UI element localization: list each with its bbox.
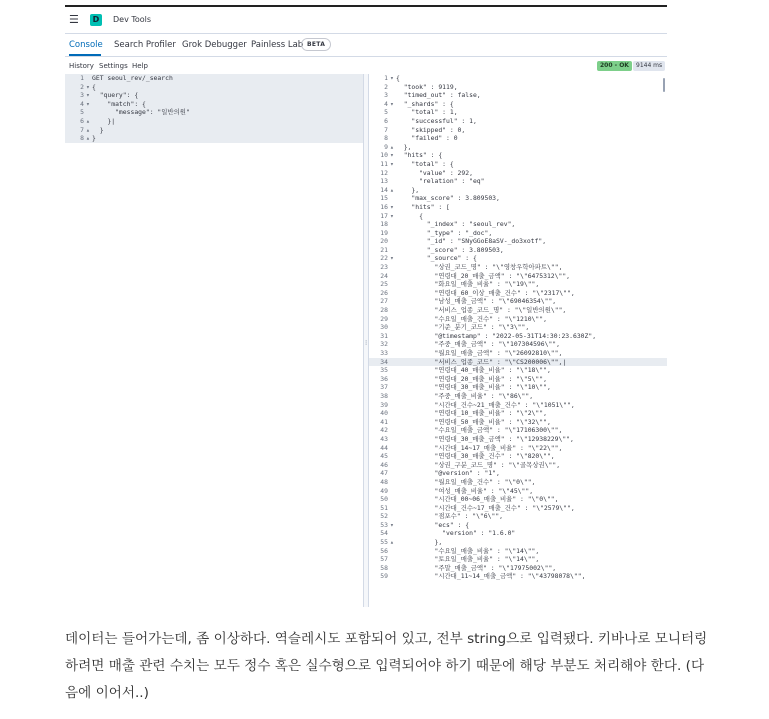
line-number: 43 — [380, 434, 388, 443]
line-number: 12 — [380, 168, 388, 177]
code-text: "여성_매출_비율" : "\"45\"", — [396, 486, 534, 495]
line-number: 19 — [380, 228, 388, 237]
line-number: 26 — [380, 288, 388, 297]
code-text: "시간대_14~17_매출_비율" : "\"22\"", — [396, 443, 563, 452]
code-text: "시간대_00~06_매출_비율" : "\"0\"", — [396, 495, 559, 504]
line-number: 8 — [384, 134, 388, 143]
line-number: 1 — [80, 74, 84, 82]
response-line — [369, 194, 667, 203]
code-text: "message": "일반의원" — [92, 108, 190, 117]
fold-icon[interactable]: ▴ — [390, 538, 394, 547]
response-line — [369, 91, 667, 100]
response-line — [369, 383, 667, 392]
fold-icon[interactable]: ▾ — [390, 159, 394, 168]
response-line — [369, 349, 667, 358]
line-number: 14 — [380, 185, 388, 194]
tab-search-profiler[interactable]: Search Profiler — [114, 40, 176, 50]
response-line — [369, 452, 667, 461]
line-number: 7 — [384, 125, 388, 134]
line-number: 41 — [380, 417, 388, 426]
response-line — [369, 323, 667, 332]
code-text: "value" : 292, — [396, 168, 473, 177]
code-text: "_index" : "seoul_rev", — [396, 220, 516, 229]
code-text: "successful" : 1, — [396, 116, 477, 125]
code-text: "query": { — [92, 91, 139, 100]
code-text: { — [396, 74, 400, 82]
code-text: "시간대_건수~21_매출_건수" : "\"1051\"", — [396, 400, 575, 409]
line-number: 6 — [80, 116, 84, 125]
response-line — [369, 529, 667, 538]
response-line — [369, 272, 667, 281]
line-number: 34 — [380, 357, 388, 366]
code-text: }, — [396, 142, 412, 151]
fold-icon[interactable]: ▴ — [86, 134, 90, 143]
code-text: } — [92, 134, 96, 143]
line-number: 22 — [380, 254, 388, 263]
code-text: "수요일_매출_건수" : "\"1210\"", — [396, 314, 547, 323]
line-number: 27 — [380, 297, 388, 306]
line-number: 57 — [380, 555, 388, 564]
code-text: "주중_매출_금액" : "\"107304596\"", — [396, 340, 561, 349]
line-number: 28 — [380, 306, 388, 315]
response-line — [369, 469, 667, 478]
response-line — [369, 512, 667, 521]
line-number: 11 — [380, 159, 388, 168]
line-number: 35 — [380, 366, 388, 375]
help-link[interactable]: Help — [132, 62, 148, 70]
line-number: 30 — [380, 323, 388, 332]
response-line — [369, 100, 667, 109]
response-line — [369, 177, 667, 186]
line-number: 9 — [384, 142, 388, 151]
request-line — [65, 134, 363, 143]
response-line — [369, 186, 667, 195]
response-line — [369, 555, 667, 564]
line-number: 45 — [380, 452, 388, 461]
resize-grip-icon: ⁞ — [365, 339, 368, 347]
response-line — [369, 297, 667, 306]
code-text: "서비스_업종_코드_명" : "\"일반의원\"", — [396, 306, 567, 315]
tab-grok-debugger[interactable]: Grok Debugger — [182, 40, 247, 50]
response-line — [369, 366, 667, 375]
code-text: "연령대_30_매출_금액" : "\"12938229\"", — [396, 434, 574, 443]
line-number: 48 — [380, 477, 388, 486]
code-text: "주말_매출_금액" : "\"17975002\"", — [396, 563, 557, 572]
response-line — [369, 74, 667, 83]
response-line — [369, 478, 667, 487]
history-link[interactable]: History — [69, 62, 94, 70]
code-text: "timed_out" : false, — [396, 91, 481, 100]
response-line — [369, 212, 667, 221]
response-line — [369, 538, 667, 547]
code-text: "연령대_50_매출_비율" : "\"32\"", — [396, 417, 551, 426]
request-line — [65, 117, 363, 126]
response-line — [369, 220, 667, 229]
header-bar — [65, 7, 667, 34]
code-text: "_score" : 3.809503, — [396, 245, 504, 254]
line-number: 4 — [80, 99, 84, 108]
request-line — [65, 83, 363, 92]
response-line — [369, 117, 667, 126]
request-editor[interactable] — [65, 74, 363, 607]
line-number: 51 — [380, 503, 388, 512]
fold-icon[interactable]: ▾ — [390, 202, 394, 211]
code-text: "토요일_매출_비율" : "\"14\"", — [396, 555, 540, 564]
code-text: }, — [396, 185, 420, 194]
response-line — [369, 160, 667, 169]
tab-bar — [65, 34, 667, 57]
code-text: "연령대_20_매출_금액" : "\"6475312\"", — [396, 271, 571, 280]
response-line — [369, 134, 667, 143]
fold-icon[interactable]: ▾ — [390, 74, 394, 82]
code-text: "total" : { — [396, 159, 454, 168]
code-text: "수요일_매출_비율" : "\"14\"", — [396, 546, 540, 555]
response-line — [369, 143, 667, 152]
line-number: 8 — [80, 134, 84, 143]
line-number: 4 — [384, 99, 388, 108]
code-text: "상권_코드_명" : "\"영창우학아파트\"", — [396, 263, 563, 272]
code-text: "주중_매출_비율" : "\"86\"", — [396, 391, 534, 400]
response-line — [369, 444, 667, 453]
fold-icon[interactable]: ▾ — [390, 211, 394, 220]
code-text: { — [92, 82, 96, 91]
response-viewer[interactable] — [369, 74, 667, 607]
code-text: "시간대_건수~17_매출_건수" : "\"2579\"", — [396, 503, 575, 512]
code-text: "_id" : "SNyGGoE8aSV-_do3xotf", — [396, 237, 547, 246]
response-line — [369, 426, 667, 435]
fold-icon[interactable]: ▾ — [390, 99, 394, 108]
code-text: { — [396, 211, 423, 220]
response-line — [369, 83, 667, 92]
settings-link[interactable]: Settings — [99, 62, 128, 70]
code-text: "연령대_20_매출_비율" : "\"5\"", — [396, 374, 547, 383]
fold-icon[interactable]: ▴ — [390, 142, 394, 151]
code-text: "version" : "1.6.0" — [396, 529, 516, 538]
line-number: 16 — [380, 202, 388, 211]
breadcrumb-title[interactable]: Dev Tools — [113, 15, 152, 24]
code-text: } — [92, 125, 104, 134]
line-number: 37 — [380, 383, 388, 392]
response-line — [369, 126, 667, 135]
menu-icon[interactable]: ☰ — [69, 13, 79, 26]
tab-console[interactable]: Console — [69, 40, 103, 50]
request-line — [65, 108, 363, 117]
response-line — [369, 392, 667, 401]
fold-icon[interactable]: ▾ — [86, 82, 90, 91]
fold-icon[interactable]: ▾ — [86, 91, 90, 100]
response-line — [369, 358, 667, 367]
line-number: 49 — [380, 486, 388, 495]
code-text: "max_score" : 3.809503, — [396, 194, 500, 203]
line-number: 25 — [380, 280, 388, 289]
line-number: 3 — [80, 91, 84, 100]
fold-icon[interactable]: ▾ — [390, 254, 394, 263]
response-line — [369, 340, 667, 349]
code-text: "수요일_매출_금액" : "\"17106300\"", — [396, 426, 563, 435]
line-number: 52 — [380, 512, 388, 521]
response-line — [369, 461, 667, 470]
line-number: 15 — [380, 194, 388, 203]
fold-icon[interactable]: ▴ — [86, 125, 90, 134]
line-number: 40 — [380, 409, 388, 418]
code-text: "기준_분기_코드" : "\"3\"", — [396, 323, 530, 332]
response-line — [369, 280, 667, 289]
line-number: 10 — [380, 151, 388, 160]
line-number: 36 — [380, 374, 388, 383]
response-line — [369, 504, 667, 513]
app-icon: D — [90, 14, 102, 26]
response-line — [369, 237, 667, 246]
code-text: "화요일_매출_비율" : "\"19\"", — [396, 280, 540, 289]
line-number: 13 — [380, 177, 388, 186]
code-text: "@timestamp" : "2022-05-31T14:30:23.630Z", — [396, 331, 597, 340]
response-line — [369, 315, 667, 324]
code-text: "took" : 9119, — [396, 82, 458, 91]
code-text: "점포수" : "\"6\"", — [396, 512, 504, 521]
response-line — [369, 246, 667, 255]
fold-icon[interactable]: ▾ — [86, 99, 90, 108]
request-line — [65, 126, 363, 135]
code-text: "연령대_10_매출_비율" : "\"2\"", — [396, 409, 547, 418]
code-text: }, — [396, 538, 443, 547]
line-number: 38 — [380, 391, 388, 400]
response-line — [369, 254, 667, 263]
response-line — [369, 487, 667, 496]
response-line — [369, 409, 667, 418]
response-line — [369, 572, 667, 581]
blog-caption: 데이터는 들어가는데, 좀 이상하다. 역슬레시도 포함되어 있고, 전부 string으로 입력됐다. 키바나로 모니터링하려면 매출 관련 수치는 모두 정수 혹은 실수형으로 입력되어야 하기 때문에 해당 부분도 처리해야 한다. (다음에 이어서..) — [65, 631, 708, 701]
status-badge: 200 - OK — [597, 61, 632, 71]
line-number: 5 — [80, 108, 84, 117]
code-text: "연령대_30_매출_건수" : "\"820\"", — [396, 452, 555, 461]
code-text: }| — [92, 116, 116, 125]
code-text: "relation" : "eq" — [396, 177, 485, 186]
line-number: 50 — [380, 495, 388, 504]
response-line — [369, 435, 667, 444]
code-text: "skipped" : 0, — [396, 125, 466, 134]
line-number: 6 — [384, 116, 388, 125]
code-text: "@version" : "1", — [396, 469, 500, 478]
line-number: 32 — [380, 340, 388, 349]
line-number: 44 — [380, 443, 388, 452]
code-text: "월요일_매출_건수" : "\"0\"", — [396, 477, 536, 486]
line-number: 55 — [380, 538, 388, 547]
request-time-badge: 9144 ms — [633, 61, 665, 71]
code-text: "hits" : [ — [396, 202, 450, 211]
line-number: 7 — [80, 125, 84, 134]
response-line — [369, 521, 667, 530]
code-text: "_source" : { — [396, 254, 477, 263]
line-number: 59 — [380, 572, 388, 581]
line-number: 46 — [380, 460, 388, 469]
request-line — [65, 91, 363, 100]
line-number: 1 — [384, 74, 388, 82]
code-text: "상권_구분_코드_명" : "\"골목상권\"", — [396, 460, 561, 469]
line-number: 24 — [380, 271, 388, 280]
fold-icon[interactable]: ▴ — [390, 185, 394, 194]
response-line — [369, 306, 667, 315]
code-text: "연령대_40_매출_비율" : "\"18\"", — [396, 366, 551, 375]
line-number: 5 — [384, 108, 388, 117]
code-text: "연령대_30_매출_비율" : "\"10\"", — [396, 383, 551, 392]
line-number: 17 — [380, 211, 388, 220]
active-tab-indicator — [69, 54, 101, 56]
line-number: 31 — [380, 331, 388, 340]
code-text: "hits" : { — [396, 151, 443, 160]
fold-icon[interactable]: ▾ — [390, 151, 394, 160]
line-number: 53 — [380, 520, 388, 529]
code-text: "_shards" : { — [396, 99, 454, 108]
line-number: 58 — [380, 563, 388, 572]
request-line — [65, 74, 363, 83]
code-text: "_type" : "_doc", — [396, 228, 493, 237]
line-number: 2 — [384, 82, 388, 91]
line-number: 20 — [380, 237, 388, 246]
code-text: "남성_매출_금액" : "\"69046354\"", — [396, 297, 557, 306]
response-line — [369, 151, 667, 160]
line-number: 42 — [380, 426, 388, 435]
console-toolbar — [65, 60, 667, 74]
fold-icon[interactable]: ▾ — [390, 520, 394, 529]
code-text: "match": { — [92, 99, 146, 108]
kibana-dev-tools — [65, 5, 667, 607]
response-line — [369, 229, 667, 238]
line-number: 47 — [380, 469, 388, 478]
beta-badge: BETA — [301, 38, 331, 51]
line-number: 21 — [380, 245, 388, 254]
code-text: "failed" : 0 — [396, 134, 458, 143]
code-text: "서비스_업종_코드" : "\"CS200006\"",| — [396, 357, 567, 366]
line-number: 54 — [380, 529, 388, 538]
tab-painless-lab[interactable]: Painless Lab — [251, 40, 304, 50]
code-text: GET seoul_rev/_search — [92, 74, 173, 82]
response-line — [369, 263, 667, 272]
line-number: 2 — [80, 82, 84, 91]
code-text: "ecs" : { — [396, 520, 470, 529]
line-number: 56 — [380, 546, 388, 555]
response-line — [369, 401, 667, 410]
line-number: 39 — [380, 400, 388, 409]
code-text: "시간대_11~14_매출_금액" : "\"43798078\"", — [396, 572, 586, 581]
line-number: 18 — [380, 220, 388, 229]
line-number: 23 — [380, 263, 388, 272]
fold-icon[interactable]: ▴ — [86, 116, 90, 125]
response-line — [369, 169, 667, 178]
response-line — [369, 108, 667, 117]
line-number: 3 — [384, 91, 388, 100]
response-line — [369, 495, 667, 504]
line-number: 33 — [380, 349, 388, 357]
response-line — [369, 547, 667, 556]
line-number: 29 — [380, 314, 388, 323]
response-line — [369, 203, 667, 212]
code-text: "연령대_60_이상_매출_건수" : "\"2317\"", — [396, 288, 575, 297]
code-text: "total" : 1, — [396, 108, 458, 117]
code-text: "월요일_매출_금액" : "\"26092810\"", — [396, 349, 563, 357]
